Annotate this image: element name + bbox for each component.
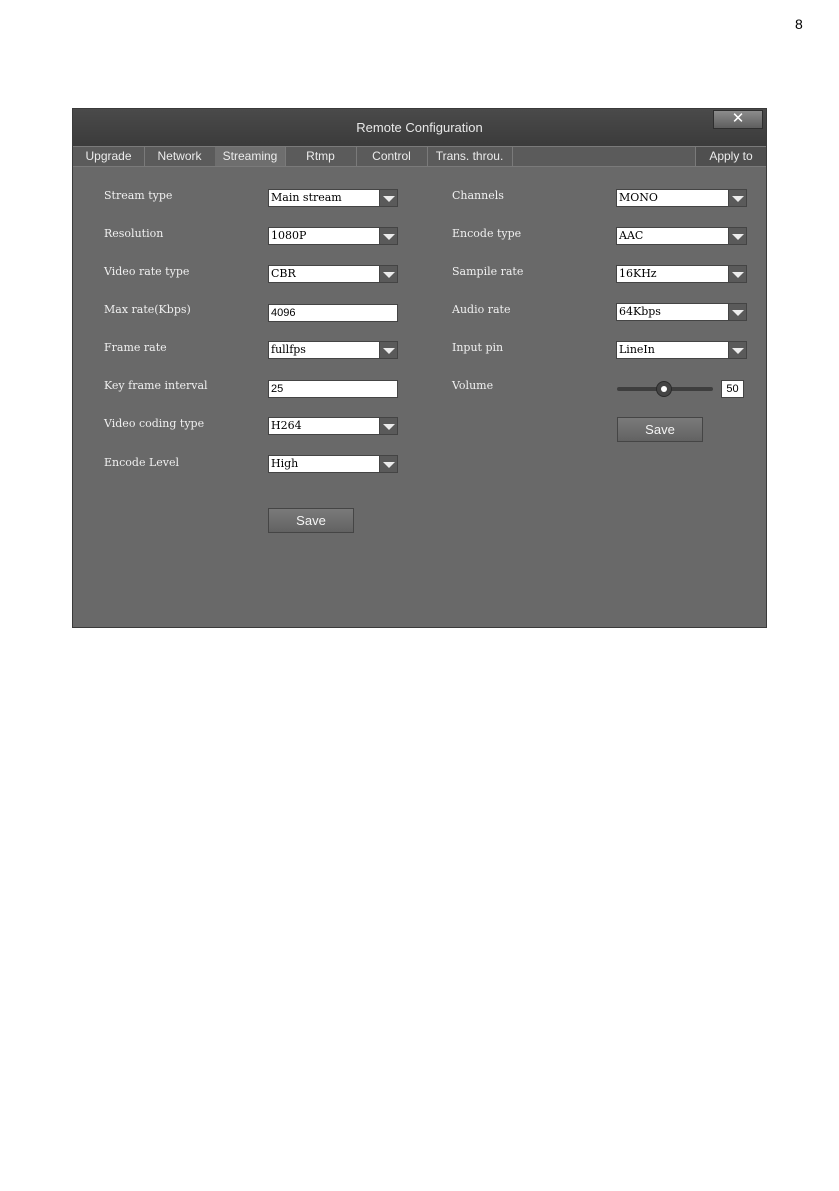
video-rate-type-value: CBR [271, 267, 296, 280]
video-coding-type-select[interactable] [268, 417, 398, 435]
resolution-value: 1080P [271, 229, 307, 242]
frame-rate-label: Frame rate [104, 341, 167, 354]
input-pin-select[interactable] [616, 341, 747, 359]
stream-type-label: Stream type [104, 189, 173, 202]
audio-save-button[interactable]: Save [617, 417, 703, 442]
audio-rate-select[interactable] [616, 303, 747, 321]
chevron-down-icon[interactable] [728, 265, 747, 283]
encode-type-label: Encode type [452, 227, 522, 240]
tab-control[interactable]: Control [356, 147, 428, 166]
input-pin-label: Input pin [452, 341, 504, 354]
chevron-down-icon[interactable] [728, 303, 747, 321]
tab-rtmp[interactable]: Rtmp [285, 147, 357, 166]
stream-type-value: Main stream [271, 191, 342, 204]
input-pin-value: LineIn [619, 343, 655, 356]
chevron-down-icon[interactable] [728, 341, 747, 359]
channels-value: MONO [619, 191, 658, 204]
title-bar [73, 109, 766, 146]
tab-streaming[interactable]: Streaming [215, 147, 286, 166]
page-number: 8 [795, 16, 803, 32]
chevron-down-icon[interactable] [379, 265, 398, 283]
key-frame-interval-input[interactable]: 25 [268, 380, 398, 398]
sample-rate-label: Sampile rate [452, 265, 524, 278]
stream-type-select[interactable] [268, 189, 398, 207]
apply-to-button[interactable]: Apply to [695, 147, 766, 166]
key-frame-interval-label: Key frame interval [104, 379, 208, 392]
encode-type-select[interactable] [616, 227, 747, 245]
resolution-label: Resolution [104, 227, 164, 240]
channels-select[interactable] [616, 189, 747, 207]
video-save-button[interactable]: Save [268, 508, 354, 533]
tab-network[interactable]: Network [144, 147, 216, 166]
encode-level-select[interactable] [268, 455, 398, 473]
chevron-down-icon[interactable] [379, 341, 398, 359]
audio-rate-label: Audio rate [452, 303, 511, 316]
chevron-down-icon[interactable] [379, 227, 398, 245]
frame-rate-value: fullfps [271, 343, 306, 356]
close-button[interactable]: ✕ [713, 110, 763, 129]
max-rate-label: Max rate(Kbps) [104, 303, 191, 316]
encode-type-value: AAC [619, 229, 644, 242]
frame-rate-select[interactable] [268, 341, 398, 359]
max-rate-input[interactable]: 4096 [268, 304, 398, 322]
resolution-select[interactable] [268, 227, 398, 245]
volume-slider-handle[interactable] [656, 381, 672, 397]
video-rate-type-select[interactable] [268, 265, 398, 283]
tab-upgrade[interactable]: Upgrade [73, 147, 145, 166]
chevron-down-icon[interactable] [728, 189, 747, 207]
audio-rate-value: 64Kbps [619, 305, 661, 318]
volume-label: Volume [452, 379, 494, 392]
chevron-down-icon[interactable] [379, 455, 398, 473]
sample-rate-select[interactable] [616, 265, 747, 283]
remote-configuration-window [72, 108, 767, 628]
video-coding-type-value: H264 [271, 419, 302, 432]
encode-level-label: Encode Level [104, 456, 180, 469]
sample-rate-value: 16KHz [619, 267, 657, 280]
encode-level-value: High [271, 457, 299, 470]
volume-value-input[interactable]: 50 [721, 380, 744, 398]
chevron-down-icon[interactable] [728, 227, 747, 245]
tab-trans-throu[interactable]: Trans. throu. [427, 147, 513, 166]
tab-bar [73, 146, 766, 167]
window-title: Remote Configuration [356, 120, 483, 135]
chevron-down-icon[interactable] [379, 189, 398, 207]
chevron-down-icon[interactable] [379, 417, 398, 435]
channels-label: Channels [452, 189, 504, 202]
video-rate-type-label: Video rate type [104, 265, 190, 278]
video-coding-type-label: Video coding type [104, 417, 205, 430]
